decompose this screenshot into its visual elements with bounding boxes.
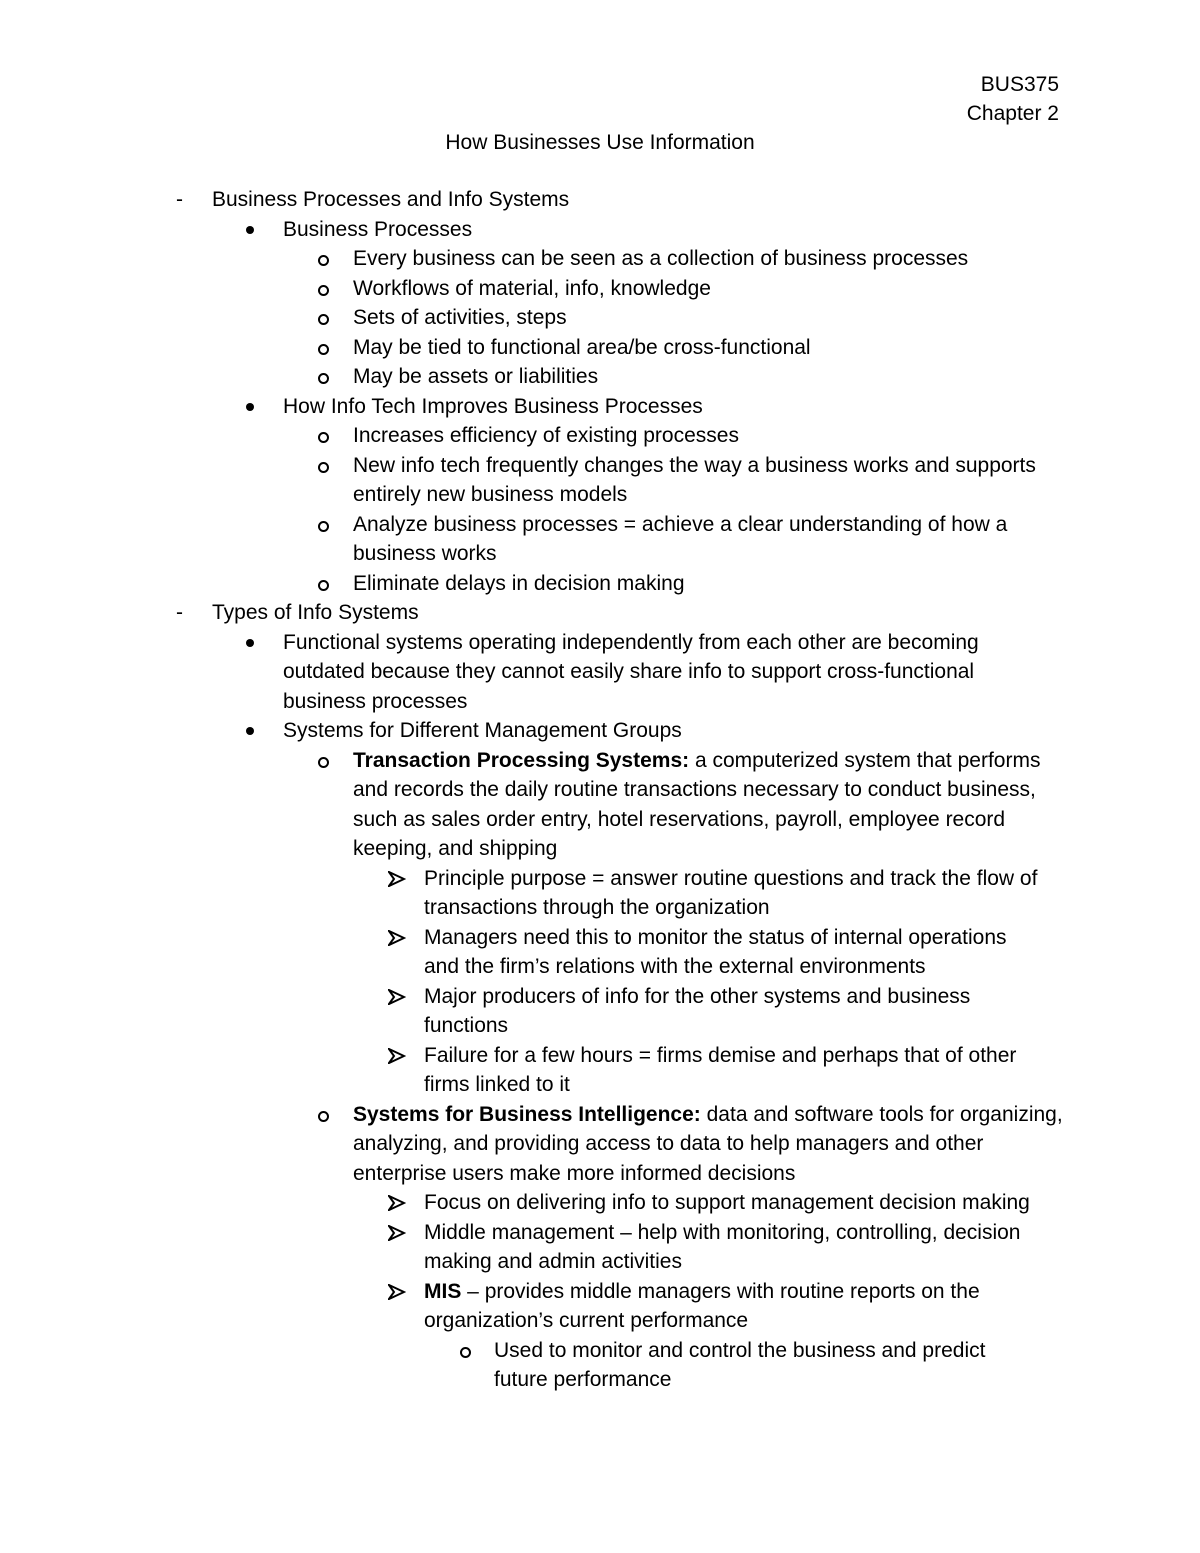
list-item xyxy=(353,244,968,274)
list-item-text: Business Processes and Info Systems xyxy=(212,188,570,211)
list-item-text: New info tech frequently changes the way a business works and supports xyxy=(353,453,1036,477)
list-item xyxy=(353,569,685,599)
list-item-continuation: outdated because they cannot easily share info to support cross-functional xyxy=(283,660,975,683)
list-item-text: Used to monitor and control the business and predict xyxy=(494,1338,986,1362)
list-item xyxy=(353,451,1036,481)
arrow-marker-icon xyxy=(388,989,406,1005)
circle-marker-icon xyxy=(318,285,329,296)
list-item xyxy=(424,1277,980,1307)
arrow-marker-icon xyxy=(388,1284,406,1300)
arrow-marker-icon xyxy=(388,1195,406,1211)
list-item-continuation: keeping, and shipping xyxy=(353,837,558,860)
arrow-marker-icon xyxy=(388,1048,406,1064)
circle-marker-icon xyxy=(318,344,329,355)
dash-marker-icon: - xyxy=(176,188,183,211)
term-label: MIS xyxy=(424,1279,462,1303)
list-item-text: – provides middle managers with routine reports on the xyxy=(461,1279,980,1303)
list-item-continuation: and records the daily routine transactions necessary to conduct business, xyxy=(353,778,1036,801)
list-item-continuation: entirely new business models xyxy=(353,483,628,506)
list-item xyxy=(353,303,567,333)
list-item-continuation: enterprise users make more informed decisions xyxy=(353,1161,796,1185)
list-item-text: Functional systems operating independently from each other are becoming xyxy=(283,630,979,654)
term-label: Transaction Processing Systems: xyxy=(353,748,690,772)
list-item-text: a computerized system that performs xyxy=(689,748,1041,772)
list-item-continuation: such as sales order entry, hotel reservations, payroll, employee record xyxy=(353,807,1006,831)
list-item xyxy=(283,392,703,422)
list-item-text: Systems for Different Management Groups xyxy=(283,719,682,742)
list-item xyxy=(353,1100,1063,1130)
circle-marker-icon xyxy=(318,1111,329,1122)
list-item-text: How Info Tech Improves Business Processes xyxy=(283,394,703,418)
list-item xyxy=(353,362,598,392)
circle-marker-icon xyxy=(318,580,329,591)
arrow-marker-icon xyxy=(388,1225,406,1241)
arrow-marker-icon xyxy=(388,871,406,887)
list-item-continuation: functions xyxy=(424,1014,509,1037)
bullet-marker-icon xyxy=(246,727,254,735)
list-item-text: Focus on delivering info to support management decision making xyxy=(424,1191,1030,1214)
list-item-text: Workflows of material, info, knowledge xyxy=(353,276,711,300)
course-code: BUS375 xyxy=(980,73,1059,96)
list-item xyxy=(424,1218,1021,1248)
list-item-continuation: business works xyxy=(353,542,497,565)
list-item-text: Eliminate delays in decision making xyxy=(353,571,685,595)
list-item xyxy=(283,716,682,746)
list-item xyxy=(283,215,472,245)
bullet-marker-icon xyxy=(246,226,254,234)
circle-marker-icon xyxy=(318,432,329,443)
page-title: How Businesses Use Information xyxy=(445,131,755,154)
list-item-continuation: making and admin activities xyxy=(424,1250,682,1273)
list-item-continuation: future performance xyxy=(494,1368,672,1391)
circle-marker-icon xyxy=(318,757,329,768)
list-item xyxy=(353,333,811,363)
list-item-text: Managers need this to monitor the status of internal operations xyxy=(424,925,1007,949)
list-item-text: Increases efficiency of existing processes xyxy=(353,424,739,447)
circle-marker-icon xyxy=(318,462,329,473)
list-item-text: Sets of activities, steps xyxy=(353,306,567,329)
list-item xyxy=(424,864,1037,894)
list-item xyxy=(494,1336,985,1366)
arrow-marker-icon xyxy=(388,930,406,946)
list-item xyxy=(424,923,1007,953)
list-item-text: May be assets or liabilities xyxy=(353,365,599,388)
list-item-text: Failure for a few hours = firms demise and perhaps that of other xyxy=(424,1043,1017,1067)
bullet-marker-icon xyxy=(246,639,254,647)
list-item-continuation: analyzing, and providing access to data to help managers and other xyxy=(353,1132,984,1155)
list-item-continuation: transactions through the organization xyxy=(424,896,770,919)
list-item xyxy=(353,274,711,304)
list-item-text: data and software tools for organizing, xyxy=(700,1102,1063,1126)
list-item-continuation: organization’s current performance xyxy=(424,1309,749,1332)
list-item xyxy=(212,185,569,215)
list-item xyxy=(283,628,979,658)
dash-marker-icon: - xyxy=(176,601,183,624)
list-item xyxy=(424,1188,1030,1218)
list-item-continuation: business processes xyxy=(283,689,468,713)
bullet-marker-icon xyxy=(246,403,254,411)
list-item xyxy=(424,982,970,1012)
list-item xyxy=(424,1041,1016,1071)
circle-marker-icon xyxy=(318,255,329,266)
term-label: Systems for Business Intelligence: xyxy=(353,1102,701,1126)
circle-marker-icon xyxy=(318,314,329,325)
circle-marker-icon xyxy=(318,373,329,384)
circle-marker-icon xyxy=(460,1347,471,1358)
list-item-text: Business Processes xyxy=(283,217,473,241)
list-item-text: May be tied to functional area/be cross-functional xyxy=(353,335,811,359)
chapter-label: Chapter 2 xyxy=(966,102,1059,125)
list-item xyxy=(212,598,419,628)
list-item-continuation: firms linked to it xyxy=(424,1073,570,1096)
list-item-text: Middle management – help with monitoring, controlling, decision xyxy=(424,1220,1021,1244)
circle-marker-icon xyxy=(318,521,329,532)
list-item-text: Major producers of info for the other systems and business xyxy=(424,984,971,1008)
list-item-text: Types of Info Systems xyxy=(212,601,419,624)
list-item xyxy=(353,510,1007,540)
list-item-text: Every business can be seen as a collection of business processes xyxy=(353,247,969,270)
list-item-text: Analyze business processes = achieve a clear understanding of how a xyxy=(353,512,1008,536)
list-item xyxy=(353,746,1040,776)
list-item-continuation: and the firm’s relations with the external environments xyxy=(424,955,926,978)
list-item-text: Principle purpose = answer routine questions and track the flow of xyxy=(424,866,1038,890)
list-item xyxy=(353,421,739,451)
